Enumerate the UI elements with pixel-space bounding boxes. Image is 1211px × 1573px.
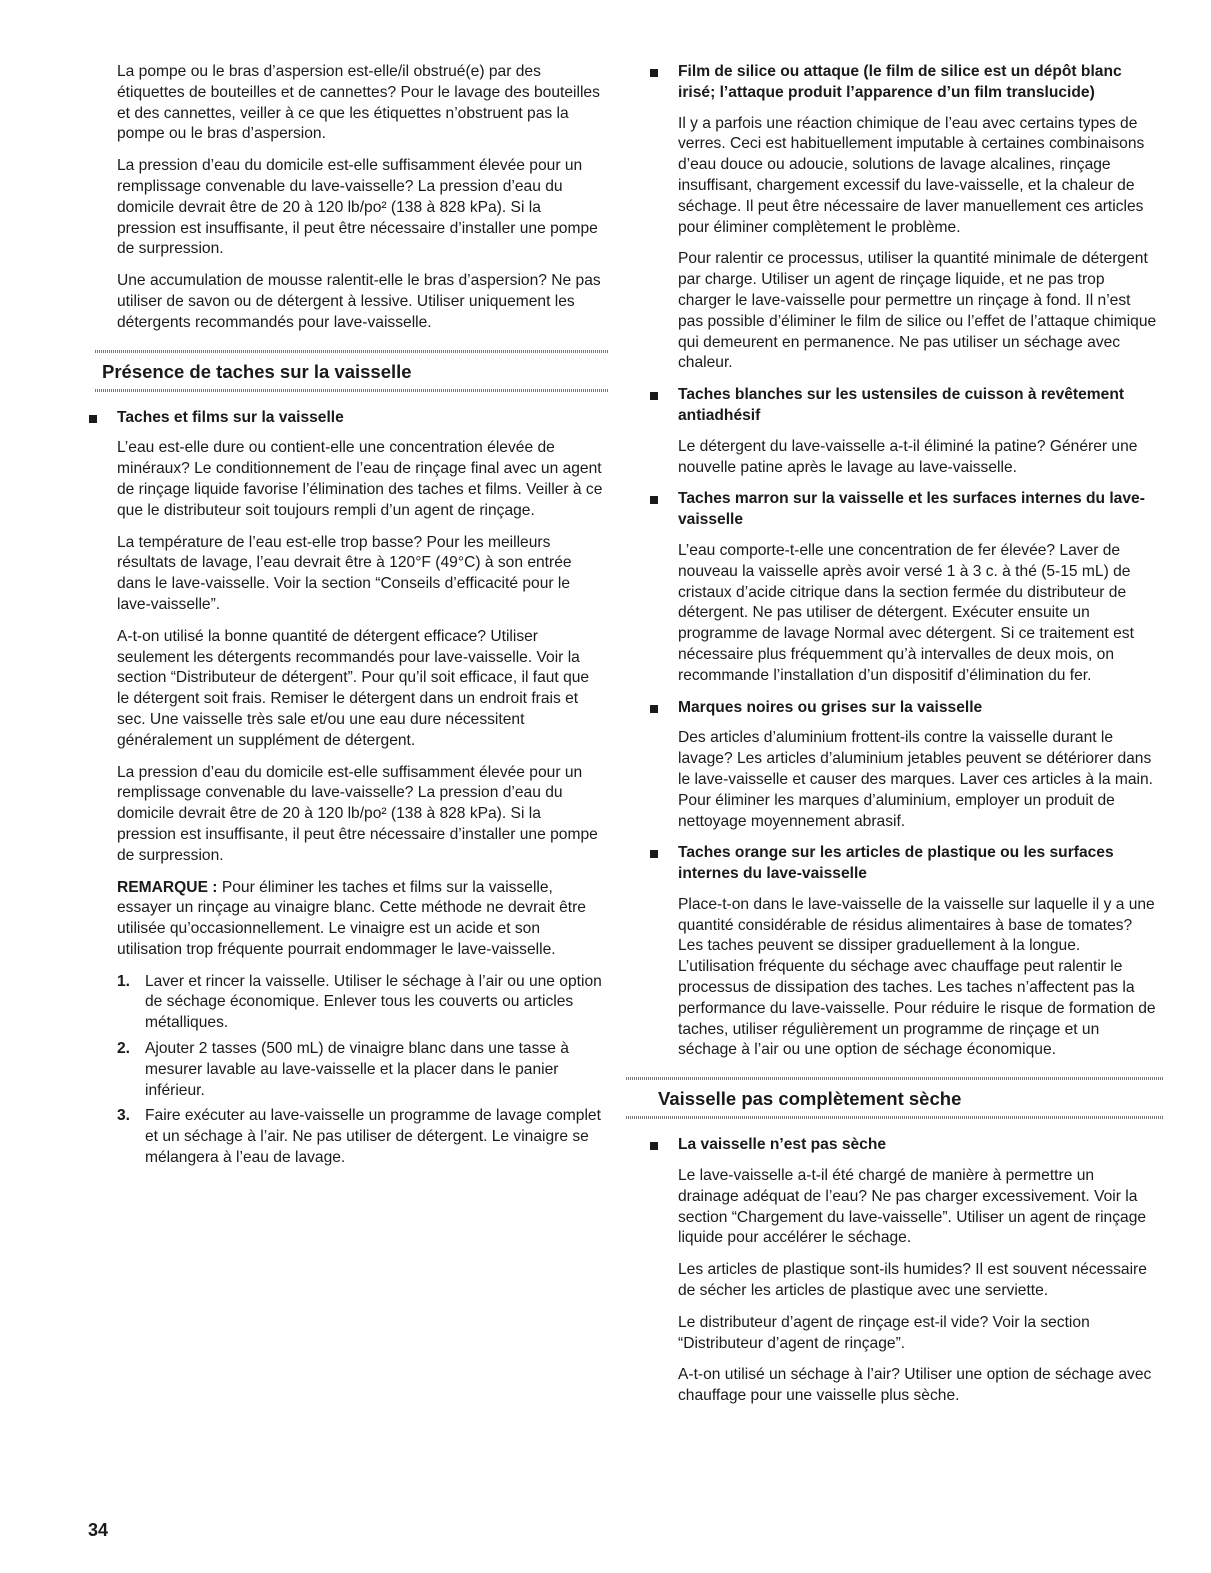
paragraph: Des articles d’aluminium frottent-ils contre la vaisselle durant le lavage? Les articles d’aluminium jetables peuvent se détériorer dans le lave-vaisselle et causer des marques. Laver ces articles à la main. Pour éliminer les marques d’aluminium, employer un produit de nettoyage moyennement abrasif.: [678, 729, 1153, 830]
bullet-icon: [650, 392, 658, 400]
bullet-icon: [650, 850, 658, 858]
paragraph: Place-t-on dans le lave-vaisselle de la vaisselle sur laquelle il y a une quantité considérable de résidus alimentaires à base de tomates? Les taches peuvent se dissiper graduellement à la longue. L’utilisation fréquente du séchage avec chauffage peut ralentir le processus de dissipation des taches. Les taches n’affectent pas la performance du lave-vaisselle. Pour réduire le risque de formation de taches, utiliser régulièrement un programme de rinçage et un séchage à l’air ou une option de séchage économique.: [678, 895, 1156, 1059]
list-item-black-marks: [648, 698, 1158, 833]
paragraph: La pompe ou le bras d’aspersion est-elle/il obstrué(e) par des étiquettes de bouteilles et de cannettes? Pour le lavage des bouteilles et des cannettes, veiller à ce que les étiquettes n’obstruent pas la pompe ou le bras d’aspersion.: [117, 63, 600, 143]
paragraph: La pression d’eau du domicile est-elle suffisamment élevée pour un remplissage convenable du lave-vaisselle? La pression d’eau du domicile devrait être de 20 à 120 lb/po² (138 à 828 kPa). Si la pression est insuffisante, il peut être nécessaire d’installer une pompe de surpression.: [117, 157, 598, 258]
item-title: La vaisselle n’est pas sèche: [678, 1136, 887, 1154]
step-text: Laver et rincer la vaisselle. Utiliser le séchage à l’air ou une option de séchage économique. Enlever tous les couverts ou articles métalliques.: [145, 972, 602, 1032]
bullet-icon: [89, 415, 97, 423]
paragraph: L’eau est-elle dure ou contient-elle une concentration élevée de minéraux? Le conditionnement de l’eau de rinçage final avec un agent de rinçage liquide favorise l’élimination des taches et films. Veiller à ce que le distributeur soit toujours rempli d’un agent de rinçage.: [117, 439, 603, 519]
step-text: Ajouter 2 tasses (500 mL) de vinaigre blanc dans une tasse à mesurer lavable au lave-vaisselle et la placer dans le panier inférieur.: [145, 1040, 569, 1099]
item-title: Taches marron sur la vaisselle et les surfaces internes du lave-vaisselle: [678, 490, 1145, 529]
step-item: [117, 972, 603, 1034]
bullet-icon: [650, 496, 658, 504]
right-column: [648, 62, 1158, 1418]
paragraph: L’eau comporte-t-elle une concentration de fer élevée? Laver de nouveau la vaisselle après avoir versé 1 à 3 c. à thé (5-15 mL) de cristaux d’acide citrique dans la section fermée du distributeur de détergent. Ne pas utiliser de détergent. Exécuter ensuite un programme de lavage Normal avec détergent. Si ce traitement est nécessaire plus fréquemment qu’à intervalles de deux mois, on recommande l’installation d’un dispositif d’élimination du fer.: [678, 541, 1134, 684]
step-item: [117, 1039, 603, 1101]
item-title: Taches blanches sur les ustensiles de cuisson à revêtement antiadhésif: [678, 386, 1125, 424]
paragraph: Le lave-vaisselle a-t-il été chargé de manière à permettre un drainage adéquat de l’eau? Ne pas charger excessivement. Voir la section “Chargement du lave-vaisselle”. Utiliser un agent de rinçage liquide pour accélérer le séchage.: [678, 1167, 1147, 1247]
vinegar-steps-list: [117, 972, 603, 1169]
bullet-icon: [650, 705, 658, 713]
list-item-white-spots: [648, 385, 1158, 478]
list-item-brown-stains: [648, 489, 1158, 686]
section-header-spots: [102, 350, 603, 392]
step-number: 2.: [117, 1040, 131, 1058]
step-text: Faire exécuter au lave-vaisselle un programme de lavage complet et un séchage à l’air. Ne pas utiliser de détergent. Le vinaigre se mélangera à l’eau de lavage.: [145, 1107, 601, 1167]
bullet-icon: [650, 1142, 658, 1150]
list-item-orange-stains: [648, 843, 1158, 1061]
note-paragraph: [117, 878, 603, 961]
list-item-not-dry: [648, 1135, 1158, 1407]
note-label: REMARQUE :: [117, 878, 218, 896]
step-item: [117, 1106, 603, 1168]
section-title: Vaisselle pas complètement sèche: [658, 1088, 962, 1110]
left-column: [102, 62, 603, 1179]
paragraph: A-t-on utilisé un séchage à l’air? Utiliser une option de séchage avec chauffage pour une vaisselle plus sèche.: [678, 1366, 1152, 1405]
page-number: 34: [88, 1520, 109, 1540]
note-text: Pour éliminer les taches et films sur la vaisselle, essayer un rinçage au vinaigre blanc. Cette méthode ne devrait être utilisée qu’occasionnellement. Le vinaigre est un acide et son utilisation trop fréquente pourrait endommager le lave-vaisselle.: [117, 878, 586, 958]
list-item-silica-film: [648, 62, 1158, 374]
item-title: Film de silice ou attaque (le film de silice est un dépôt blanc irisé; l’attaque produit l’apparence d’un film translucide): [678, 63, 1122, 101]
paragraph: Il y a parfois une réaction chimique de l’eau avec certains types de verres. Ceci est habituellement imputable à certaines combinaisons d’eau douce ou adoucie, solutions de lavage alcalines, rinçage insuffisant, chargement excessif du lave-vaisselle, et la chaleur de séchage. Il peut être nécessaire de laver manuellement ces articles pour éliminer complètement le problème.: [678, 114, 1145, 236]
paragraph: Le détergent du lave-vaisselle a-t-il éliminé la patine? Générer une nouvelle patine après le lavage au lave-vaisselle.: [678, 437, 1138, 476]
bullet-icon: [650, 69, 658, 77]
paragraph: A-t-on utilisé la bonne quantité de détergent efficace? Utiliser seulement les détergents recommandés pour lave-vaisselle. Voir la section “Distributeur de détergent”. Pour qu’il soit efficace, il faut que le détergent soit frais. Remiser le détergent dans un endroit frais et sec. Une vaisselle très sale et/ou une eau dure nécessitent généralement un supplément de détergent.: [117, 627, 590, 749]
paragraph: La température de l’eau est-elle trop basse? Pour les meilleurs résultats de lavage, l’eau devrait être à 120°F (49°C) à son entrée dans le lave-vaisselle. Voir la section “Conseils d’efficacité pour le lave-vaisselle”.: [117, 533, 572, 613]
paragraph: Les articles de plastique sont-ils humides? Il est souvent nécessaire de sécher les articles de plastique avec une serviette.: [678, 1261, 1147, 1300]
list-item-spots-films: [87, 408, 603, 1169]
section-header-not-dry: [648, 1077, 1158, 1119]
section-title: Présence de taches sur la vaisselle: [102, 360, 412, 382]
paragraph: Une accumulation de mousse ralentit-elle le bras d’aspersion? Ne pas utiliser de savon ou de détergent à lessive. Utiliser uniquement les détergents recommandés pour lave-vaisselle.: [117, 272, 601, 331]
item-title: Taches orange sur les articles de plastique ou les surfaces internes du lave-vaisselle: [678, 844, 1114, 883]
paragraph: La pression d’eau du domicile est-elle suffisamment élevée pour un remplissage convenable du lave-vaisselle? La pression d’eau du domicile devrait être de 20 à 120 lb/po² (138 à 828 kPa). Si la pression est insuffisante, il peut être nécessaire d’installer une pompe de surpression.: [117, 763, 598, 864]
paragraph: Pour ralentir ce processus, utiliser la quantité minimale de détergent par charge. Utiliser un agent de rinçage liquide, et ne pas trop charger le lave-vaisselle pour permettre un rinçage à fond. Il n’est pas possible d’éliminer le film de silice ou l’effet de l’attaque chimique qui demeurent en permanence. Ne pas utiliser un séchage avec chaleur.: [678, 250, 1157, 372]
item-title: Taches et films sur la vaisselle: [117, 408, 344, 426]
step-number: 1.: [117, 972, 131, 990]
step-number: 3.: [117, 1107, 131, 1125]
item-title: Marques noires ou grises sur la vaisselle: [678, 698, 983, 716]
paragraph: Le distributeur d’agent de rinçage est-il vide? Voir la section “Distributeur d’agent de rinçage”.: [678, 1313, 1090, 1352]
